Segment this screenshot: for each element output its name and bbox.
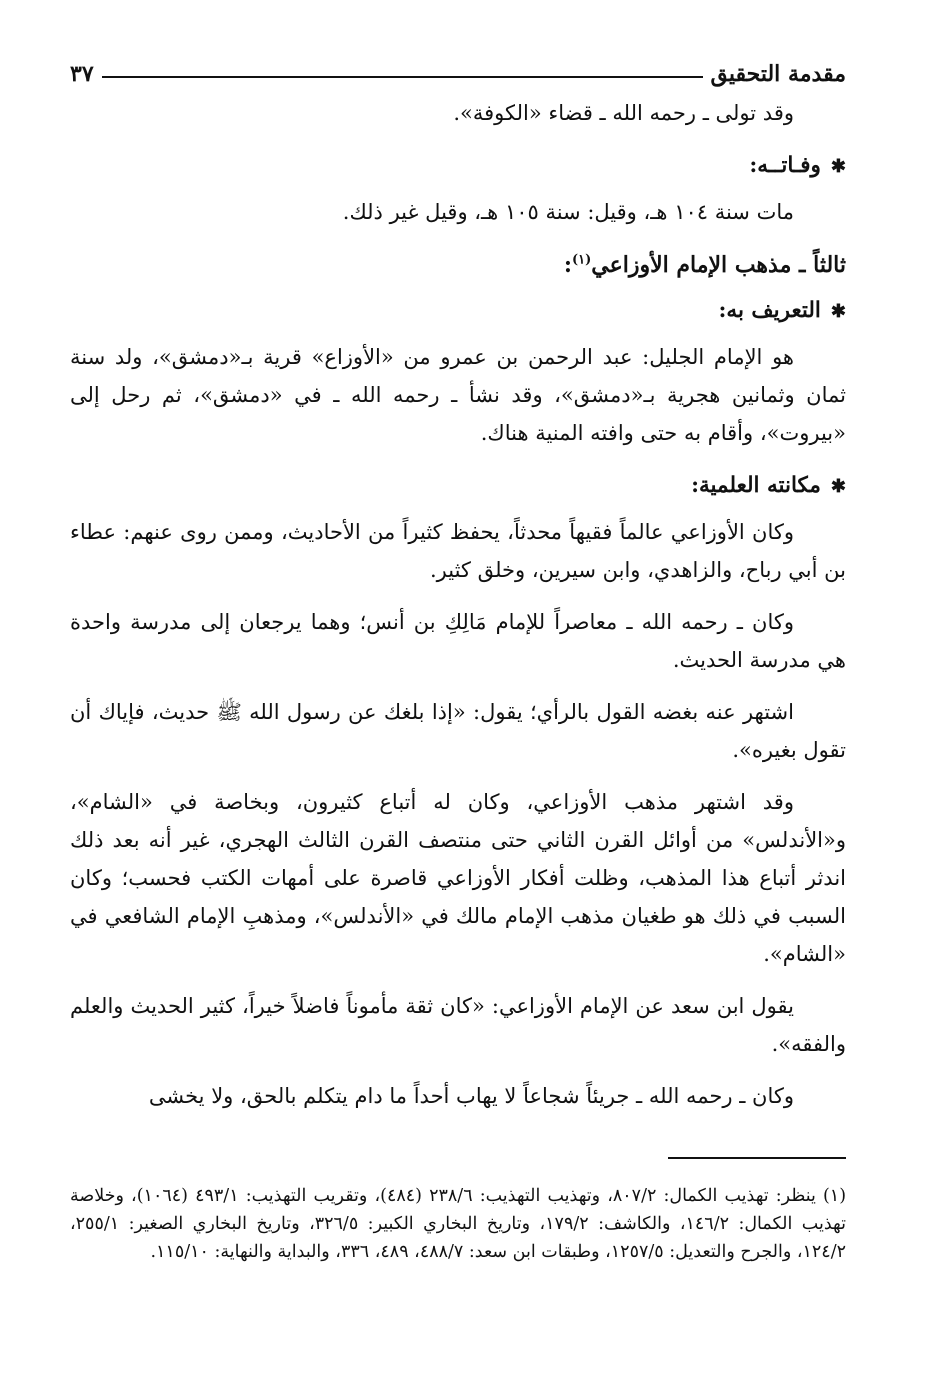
paragraph-status-2: وكان ـ رحمه الله ـ معاصراً للإمام مَالِكِ بن أنس؛ وهما يرجعان إلى مدرسة واحدة هي مدرسة الحديث. — [70, 610, 846, 672]
paragraph-status-5: يقول ابن سعد عن الإمام الأوزاعي: «كان ثقة مأموناً فاضلاً خيراً، كثير الحديث والعلم والفقه». — [70, 994, 846, 1056]
paragraph-kufa: وقد تولى ـ رحمه الله ـ قضاء «الكوفة». — [453, 101, 794, 125]
chapter-title: مقدمة التحقيق — [710, 61, 846, 87]
asterisk-bullet-icon: ✱ — [830, 476, 846, 497]
footnote: (١) ينظر: تهذيب الكمال: ٨٠٧/٢، وتهذيب التهذيب: ٢٣٨/٦ (٤٨٤)، وتقريب التهذيب: ٤٩٣/١ (١٠٦٤)، وخلاصة تهذيب الكمال: ١٤٦/٢، والكاشف: ١٧٩/٢، وتاريخ البخاري الكبير: ٣٢٦/٥، وتاريخ البخاري الصغير: ٢٥٥/١، ١٢٤/٢، والجرح والتعديل: ١٢٥٧/٥، وطبقات ابن سعد: ٤٨٨/٧، ٤٨٩، ٣٣٦، والبداية والنهاية: ١١٥/١٠. — [70, 1186, 847, 1262]
heading-status-text: مكانته العلمية: — [691, 473, 821, 498]
asterisk-bullet-icon: ✱ — [830, 156, 846, 177]
heading-death — [70, 146, 846, 187]
paragraph-intro: هو الإمام الجليل: عبد الرحمن بن عمرو من «الأوزاع» قرية بـ«دمشق»، ولد سنة ثمان وثمانين هجرية بـ«دمشق»، وقد نشأ ـ رحمه الله ـ في «دمشق»، ثم رحل إلى «بيروت»، وأقام به حتى وافته المنية هناك. — [70, 345, 846, 445]
page-number: ٣٧ — [70, 61, 94, 87]
header-rule — [102, 76, 703, 78]
heading-death-text: وفـاتــه: — [749, 153, 821, 178]
footnote-separator — [668, 1157, 846, 1159]
paragraph-death: مات سنة ١٠٤ هـ، وقيل: سنة ١٠٥ هـ، وقيل غير ذلك. — [342, 200, 794, 224]
heading-intro — [70, 291, 846, 332]
heading-status — [70, 466, 846, 507]
paragraph-status-3: اشتهر عنه بغضه القول بالرأي؛ يقول: «إذا بلغك عن رسول الله ﷺ حديث، فإياك أن تقول بغيره». — [70, 700, 846, 762]
footnote-reference[interactable]: (١) — [571, 252, 592, 268]
asterisk-bullet-icon: ✱ — [830, 301, 846, 322]
heading-section-three-colon: : — [563, 252, 572, 278]
paragraph-status-1: وكان الأوزاعي عالماً فقيهاً محدثاً، يحفظ كثيراً من الأحاديث، وممن روى عنهم: عطاء بن أبي رباح، والزاهدي، وابن سيرين، وخلق كثير. — [70, 520, 846, 582]
heading-section-three — [70, 245, 846, 285]
paragraph-status-6: وكان ـ رحمه الله ـ جريئاً شجاعاً لا يهاب أحداً ما دام يتكلم بالحق، ولا يخشى — [148, 1084, 794, 1108]
running-header — [70, 58, 846, 90]
heading-section-three-text: ثالثاً ـ مذهب الإمام الأوزاعي — [591, 252, 846, 278]
main-text — [70, 94, 846, 1129]
heading-intro-text: التعريف به: — [718, 298, 821, 323]
paragraph-status-4: وقد اشتهر مذهب الأوزاعي، وكان له أتباع كثيرون، وبخاصة في «الشام»، و«الأندلس» من أوائل القرن الثاني حتى منتصف القرن الثالث الهجري، غير أنه بعد ذلك اندثر أتباع هذا المذهب، وظلت أفكار الأوزاعي قاصرة على أمهات الكتب فحسب؛ وكان السبب في ذلك هو طغيان مذهب الإمام مالك في «الأندلس»، ومذهبِ الإمام الشافعي في «الشام». — [70, 790, 846, 966]
